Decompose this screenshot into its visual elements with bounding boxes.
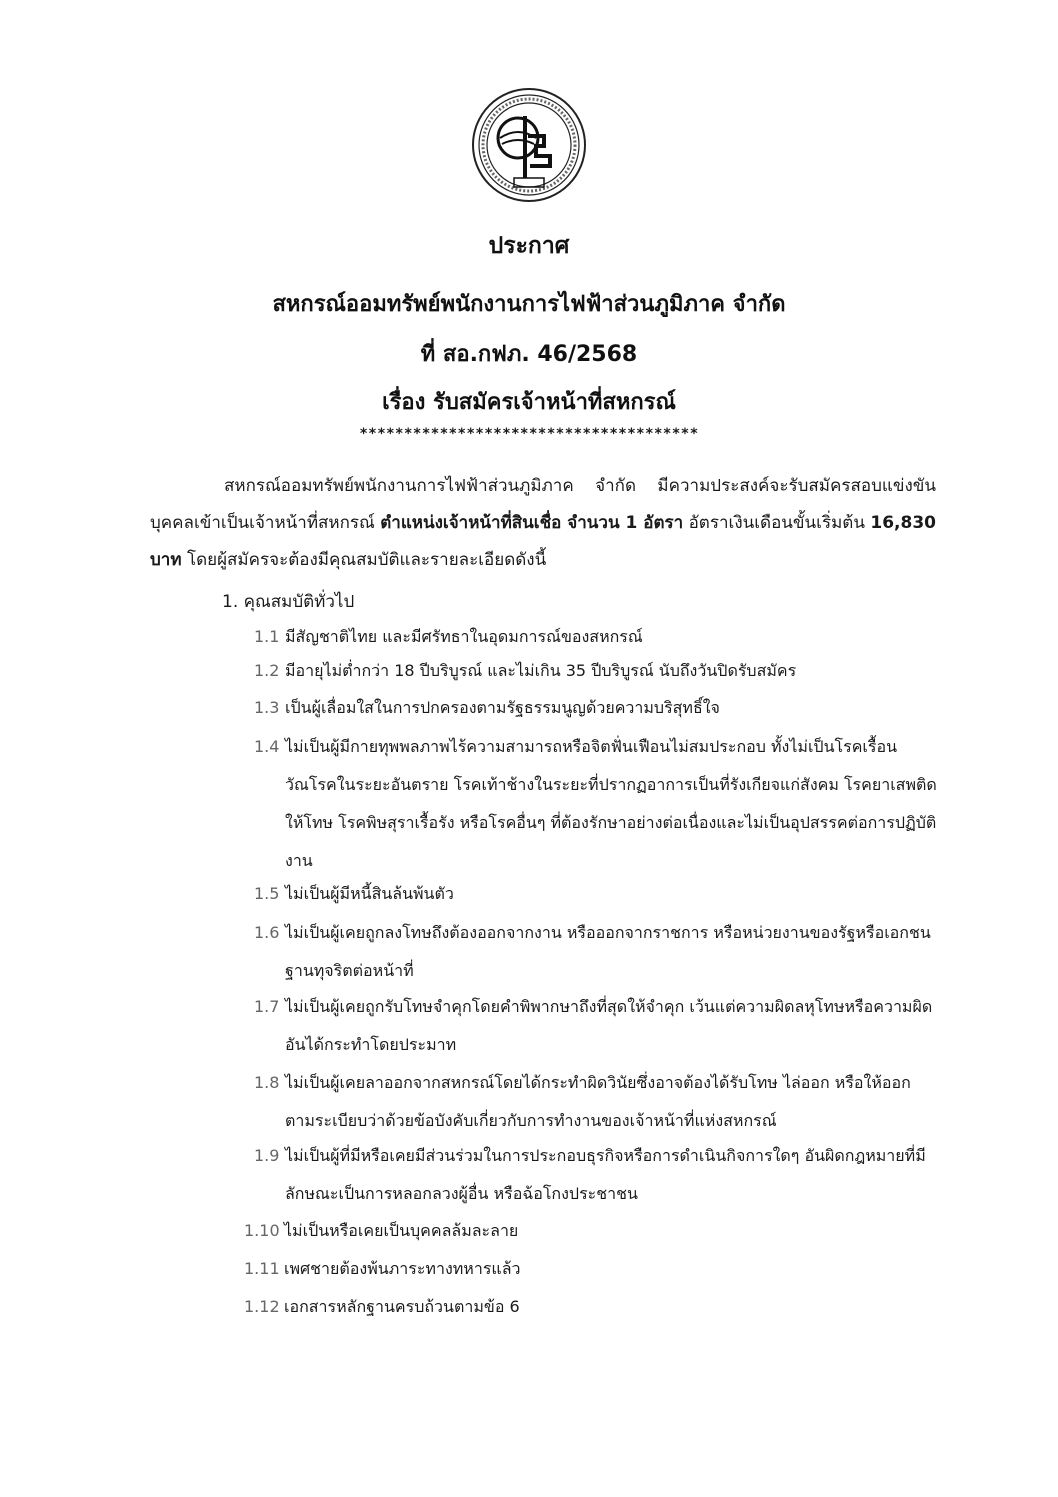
item-number: 1.2 (254, 661, 280, 680)
item-number: 1.1 (254, 627, 280, 646)
section-heading: 1. คุณสมบัติทั่วไป (222, 592, 355, 612)
item-number: 1.5 (254, 884, 280, 903)
list-item (244, 1288, 928, 1326)
list-item (254, 875, 938, 913)
item-text: ไม่เป็นผู้เคยถูกรับโทษจำคุกโดยคำพิพากษาถึงที่สุดให้จำคุก เว้นแต่ความผิดลหุโทษหรือความผิดอันได้กระทำโดยประมาท (285, 997, 933, 1054)
organization-name: สหกรณ์ออมทรัพย์พนักงานการไฟฟ้าส่วนภูมิภาค จำกัด (272, 292, 786, 317)
intro-text-3: โดยผู้สมัครจะต้องมีคุณสมบัติและรายละเอียดดังนี้ (181, 550, 547, 570)
item-text: ไม่เป็นผู้เคยถูกลงโทษถึงต้องออกจากงาน หรือออกจากราชการ หรือหน่วยงานของรัฐหรือเอกชนฐานทุจริตต่อหน้าที่ (285, 923, 931, 980)
item-number: 1.3 (254, 698, 280, 717)
item-number: 1.7 (254, 997, 280, 1016)
announcement-subject: เรื่อง รับสมัครเจ้าหน้าที่สหกรณ์ (382, 390, 676, 415)
intro-position: ตำแหน่งเจ้าหน้าที่สินเชื่อ จำนวน 1 อัตรา (380, 513, 684, 533)
list-item (244, 1212, 928, 1250)
intro-salary: 16,830 บาท (150, 513, 936, 570)
item-number: 1.11 (244, 1259, 280, 1278)
list-item (244, 1250, 928, 1288)
announcement-number: ที่ สอ.กฟภ. 46/2568 (420, 342, 638, 367)
item-text: มีอายุไม่ต่ำกว่า 18 ปีบริบูรณ์ และไม่เกิน 35 ปีบริบูรณ์ นับถึงวันปิดรับสมัคร (285, 661, 797, 680)
divider-stars: ************************************** (359, 426, 699, 442)
item-text: มีสัญชาติไทย และมีศรัทธาในอุดมการณ์ของสหกรณ์ (285, 627, 643, 646)
item-text: ไม่เป็นผู้เคยลาออกจากสหกรณ์โดยได้กระทำผิดวินัยซึ่งอาจต้องได้รับโทษ ไล่ออก หรือให้ออกตามระเบียบว่าด้วยข้อบังคับเกี่ยวกับการทำงานของเจ้าหน้าที่แห่งสหกรณ์ (285, 1073, 911, 1130)
list-item (254, 618, 938, 656)
item-text: ไม่เป็นหรือเคยเป็นบุคคลล้มละลาย (284, 1221, 519, 1240)
item-text: เพศชายต้องพ้นภาระทางทหารแล้ว (284, 1259, 521, 1278)
item-number: 1.6 (254, 923, 280, 942)
list-item (254, 914, 938, 990)
list-item (254, 728, 938, 880)
list-item (254, 1137, 938, 1213)
list-item (254, 988, 938, 1064)
intro-paragraph (150, 468, 936, 579)
item-number: 1.9 (254, 1146, 280, 1165)
item-number: 1.12 (244, 1297, 280, 1316)
cooperative-seal-logo (470, 86, 588, 204)
item-text: ไม่เป็นผู้ที่มีหรือเคยมีส่วนร่วมในการประกอบธุรกิจหรือการดำเนินกิจการใดๆ อันผิดกฎหมายที่มีลักษณะเป็นการหลอกลวงผู้อื่น หรือฉ้อโกงประชาชน (285, 1146, 926, 1203)
item-number: 1.4 (254, 737, 280, 756)
announcement-title: ประกาศ (488, 233, 570, 259)
item-text: เอกสารหลักฐานครบถ้วนตามข้อ 6 (284, 1297, 520, 1316)
item-number: 1.8 (254, 1073, 280, 1092)
item-text: ไม่เป็นผู้มีหนี้สินล้นพ้นตัว (285, 884, 454, 903)
intro-text-2: อัตราเงินเดือนขั้นเริ่มต้น (683, 513, 871, 533)
item-text: ไม่เป็นผู้มีกายทุพพลภาพไร้ความสามารถหรือจิตฟั่นเฟือนไม่สมประกอบ ทั้งไม่เป็นโรคเรื้อน วัณโรคในระยะอันตราย โรคเท้าช้างในระยะที่ปรากฏอาการเป็นที่รังเกียจแก่สังคม โรคยาเสพติดให้โทษ โรคพิษสุราเรื้อรัง หรือโรคอื่นๆ ที่ต้องรักษาอย่างต่อเนื่องและไม่เป็นอุปสรรคต่อการปฏิบัติงาน (285, 737, 937, 870)
list-item (254, 689, 938, 727)
intro-text-1: สหกรณ์ออมทรัพย์พนักงานการไฟฟ้าส่วนภูมิภาค จำกัด มีความประสงค์จะรับสมัครสอบแข่งขันบุคคลเข้าเป็นเจ้าหน้าที่สหกรณ์ (150, 476, 936, 533)
item-text: เป็นผู้เลื่อมใสในการปกครองตามรัฐธรรมนูญด้วยความบริสุทธิ์ใจ (285, 698, 720, 717)
item-number: 1.10 (244, 1221, 280, 1240)
list-item (254, 652, 938, 690)
list-item (254, 1064, 938, 1140)
